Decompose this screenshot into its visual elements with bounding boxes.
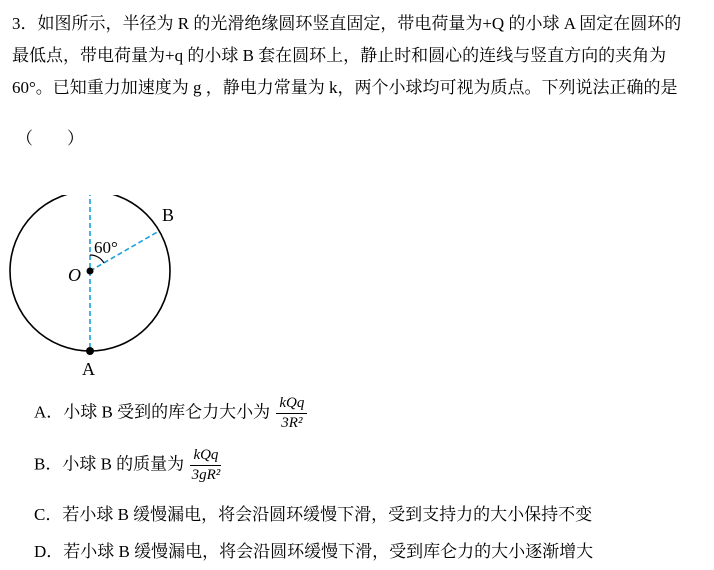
option-d: D．若小球 B 缓慢漏电，将会沿圆环缓慢下滑，受到库仑力的大小逐渐增大 bbox=[34, 542, 594, 561]
center-dot-o bbox=[87, 268, 94, 275]
circle-figure bbox=[0, 195, 200, 385]
angle-label: 60° bbox=[94, 238, 118, 257]
option-a bbox=[34, 394, 307, 433]
label-b: B bbox=[162, 205, 175, 225]
option-a-denominator: 3R² bbox=[281, 415, 303, 431]
option-a-fraction bbox=[276, 394, 307, 433]
option-a-numerator: kQq bbox=[276, 394, 307, 414]
option-c: C．若小球 B 缓慢漏电，将会沿圆环缓慢下滑，受到支持力的大小保持不变 bbox=[34, 505, 593, 524]
option-b bbox=[34, 446, 221, 485]
option-b-numerator: kQq bbox=[190, 446, 221, 466]
question-line-2: 最低点，带电荷量为+q 的小球 B 套在圆环上，静止时和圆心的连线与竖直方向的夹角为 bbox=[12, 46, 667, 65]
answer-bracket: （ ） bbox=[16, 129, 84, 148]
question-stem bbox=[12, 8, 704, 104]
option-b-text: B．小球 B 的质量为 bbox=[34, 454, 185, 474]
question-line-1: 3．如图所示，半径为 R 的光滑绝缘圆环竖直固定，带电荷量为+Q 的小球 A 固定在圆环的 bbox=[12, 14, 682, 33]
label-o: O bbox=[68, 265, 81, 285]
option-b-fraction bbox=[190, 446, 221, 485]
label-a: A bbox=[82, 359, 95, 379]
option-a-text: A．小球 B 受到的库仑力大小为 bbox=[34, 402, 271, 422]
option-b-denominator: 3gR² bbox=[191, 467, 221, 483]
ball-a bbox=[86, 347, 94, 355]
question-line-3: 60°。已知重力加速度为 g ，静电力常量为 k，两个小球均可视为质点。下列说法正确的是 bbox=[12, 78, 678, 97]
